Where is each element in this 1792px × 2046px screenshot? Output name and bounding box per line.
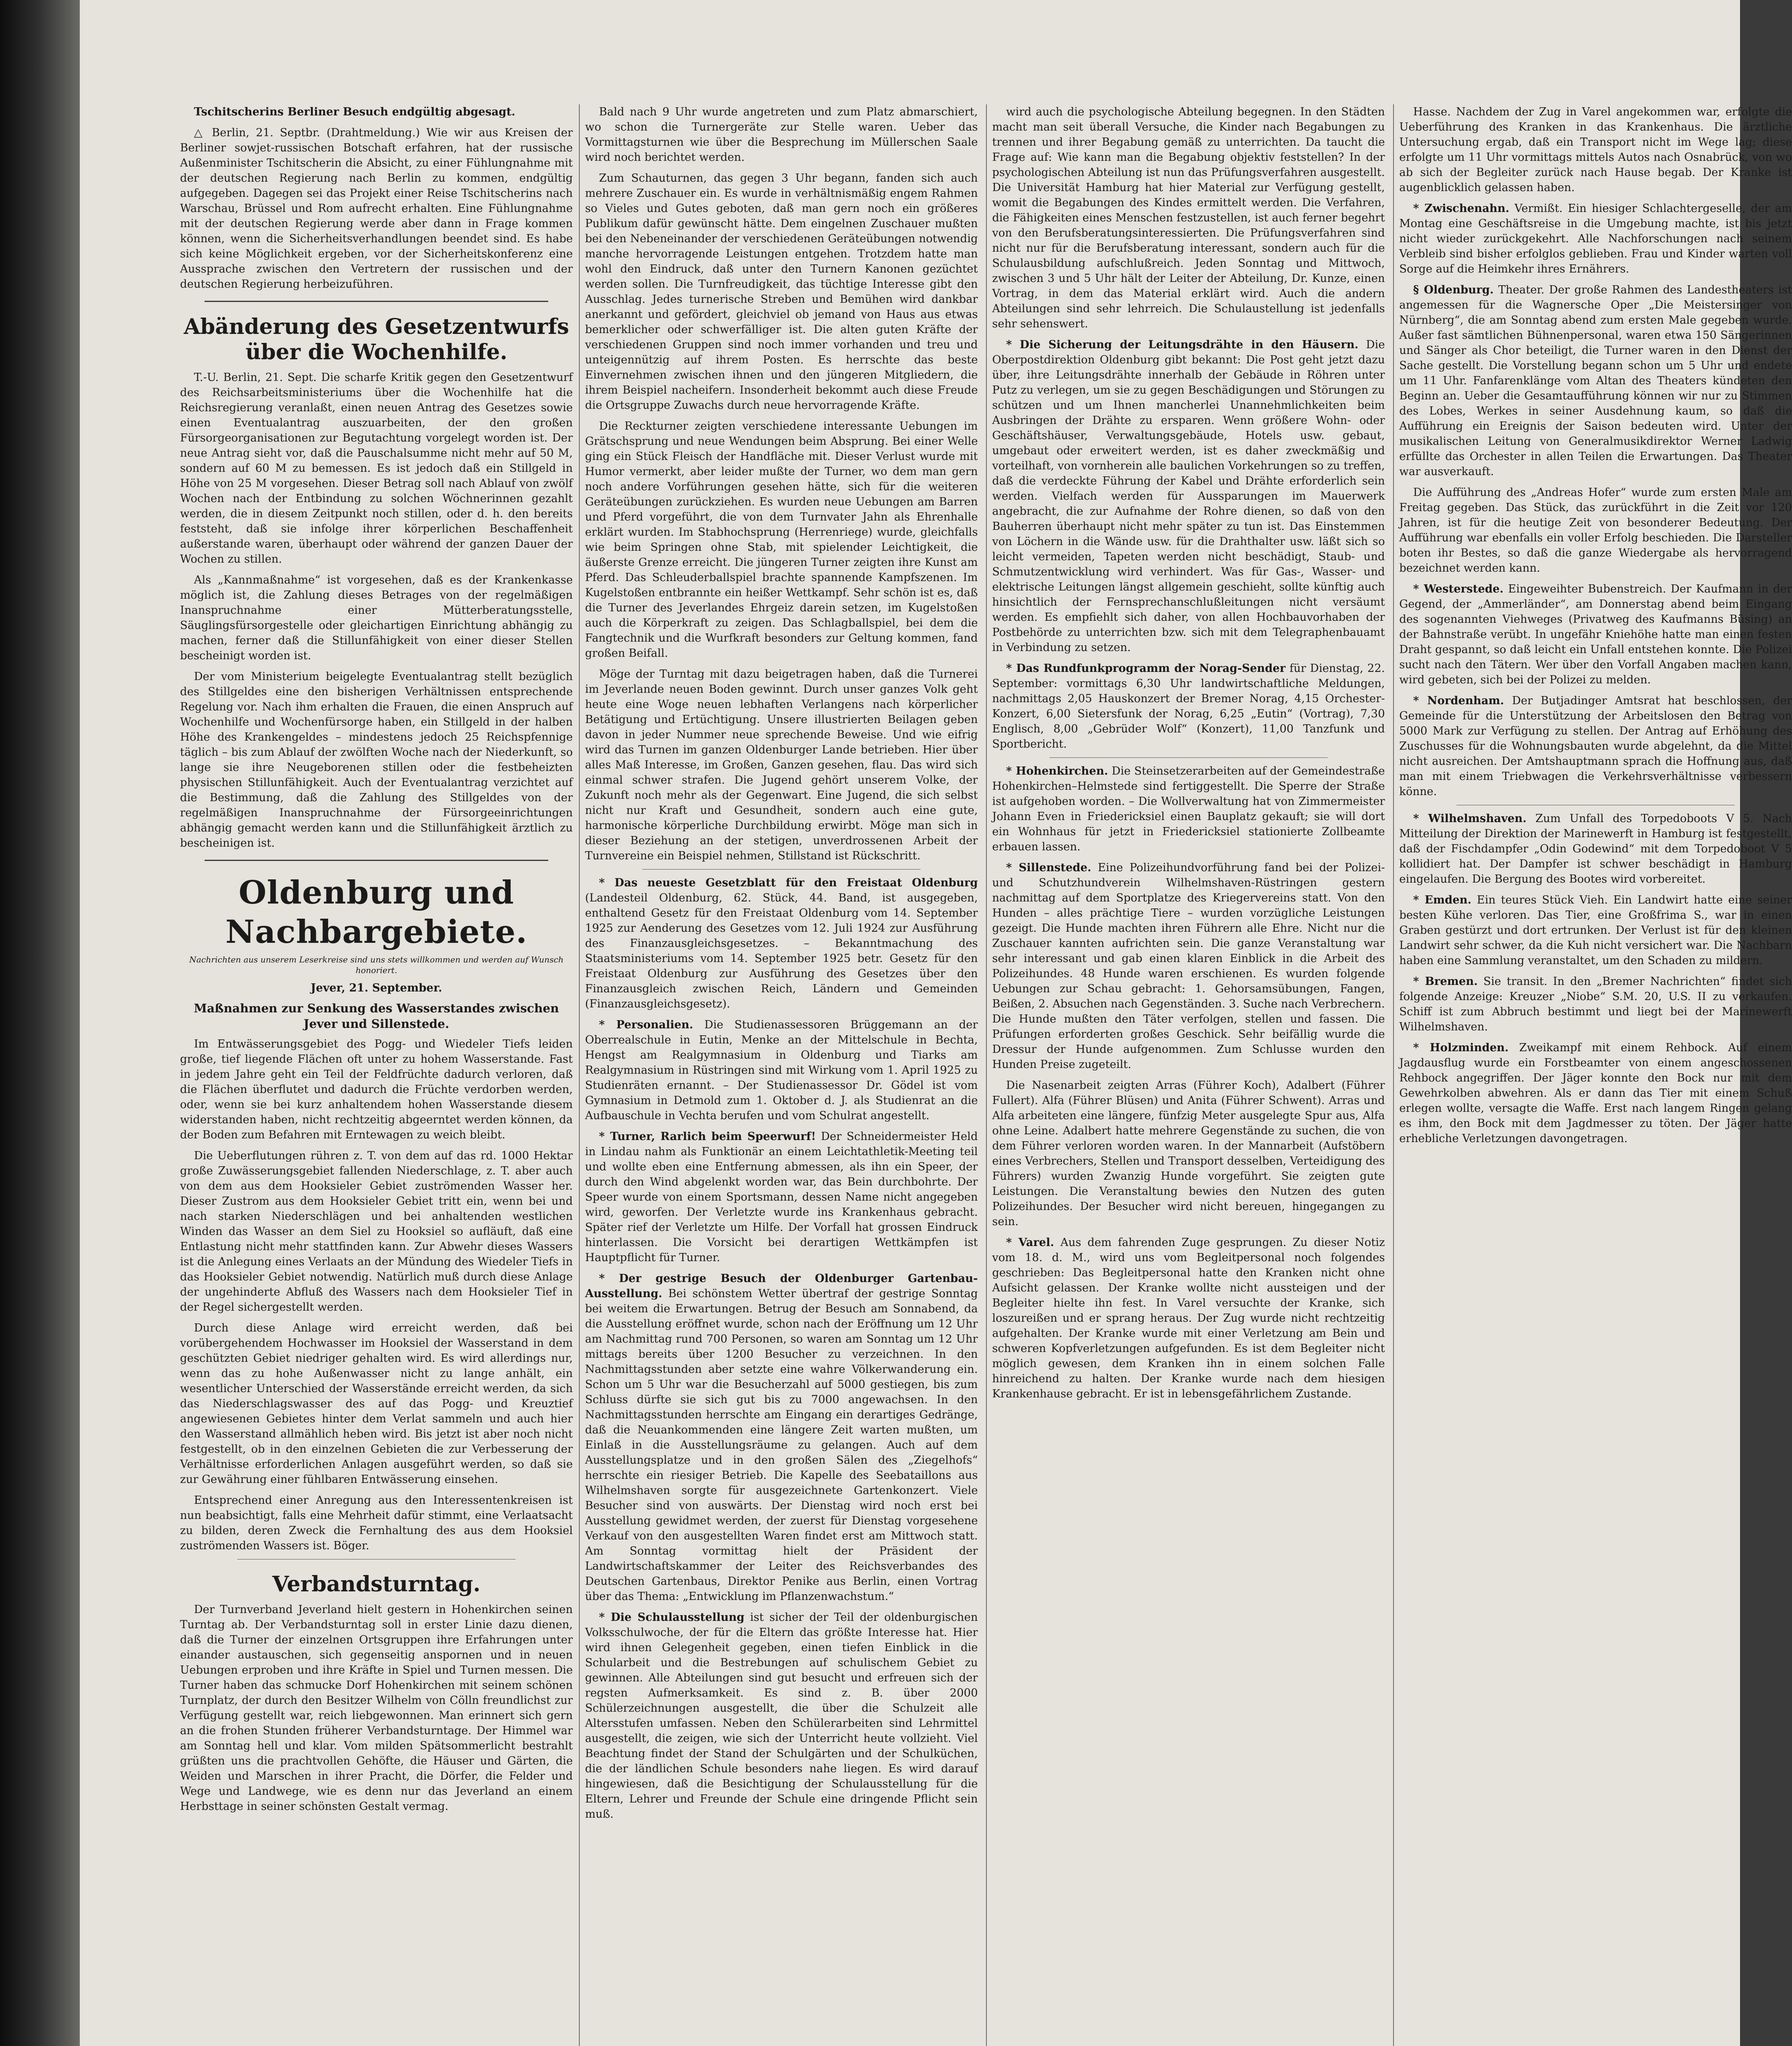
news-item [585, 875, 978, 1012]
news-item-heading: * Westerstede. [1413, 583, 1504, 595]
news-item-heading: * Das neueste Gesetzblatt für den Freistaat Oldenburg [599, 877, 978, 889]
column-3 [992, 104, 1385, 2046]
news-item-heading: * Wilhelmshaven. [1413, 812, 1526, 825]
article-paragraph: Hasse. Nachdem der Zug in Varel angekommen war, erfolgte die Ueberführung des Kranken in das Krankenhaus. Die ärztliche Untersuchung ergab, daß ein Transport nicht im Wege lag; diese erfolgte um 11 Uhr vormittags mittels Autos nach Osnabrück, von wo ab sich der Begleiter zurück nach Hause begab. Der Kranke ist augenblicklich gelassen haben. [1399, 106, 1792, 194]
news-item-heading: * Der gestrige Besuch der Oldenburger Gartenbau-Ausstellung. [585, 1272, 978, 1300]
column-1 [180, 104, 573, 2046]
article-kicker: Tschitscherins Berliner Besuch endgültig abgesagt. [194, 106, 516, 118]
news-item-heading: * Das Rundfunkprogramm der Norag-Sender [1006, 662, 1286, 675]
news-item-heading: * Varel. [1006, 1236, 1054, 1249]
news-item-heading: * Emden. [1413, 894, 1472, 906]
news-item [585, 1129, 978, 1265]
news-item [992, 764, 1385, 854]
news-item [585, 1017, 978, 1123]
news-item-text: Sie transit. In den „Bremer Nachrichten“ findet sich folgende Anzeige: Kreuzer „Niobe“ S.M. 20, U.S. II zu verkaufen. Schiff ist zum Abbruch bestimmt und liegt bei der Marinewerft Wilhelmshaven. [1399, 975, 1792, 1033]
section-subtitle: Nachrichten aus unserem Leserkreise sind uns stets willkommen und werden auf Wunsch honoriert. [189, 955, 564, 975]
news-item-heading: * Nordenham. [1413, 694, 1504, 707]
news-item-text: Aus dem fahrenden Zuge gesprungen. Zu dieser Notiz vom 18. d. M., wird uns vom Begleitpersonal noch folgendes geschrieben: Das Begleitpersonal hatte den Kranken nicht ohne Aufsicht gelassen. Der Kranke wollte nicht aussteigen und der Begleiter hielte ihn fest. In Varel versuchte der Kranke, sich loszureißen und er sprang heraus. Der Zug wurde nicht rechtzeitig aufgehalten. Der Kranke wurde mit einer Verletzung am Bein und schweren Kopfverletzungen aufgefunden. Es ist dem Begleiter nicht möglich gewesen, dem Kranken ihn in einem solchen Falle hinreichend zu halten. Der Kranke wurde nach dem hiesigen Krankenhause gebracht. Er ist in lebensgefährlichem Zustande. [992, 1236, 1385, 1400]
article-paragraph: Die Aufführung des „Andreas Hofer“ wurde zum ersten Male am Freitag gegeben. Das Stück, das zurückführt in die Zeit vor 120 Jahren, ist für die heutige Zeit von besonderer Bedeutung. Der Aufführung war ebenfalls ein voller Erfolg beschieden. Die Darsteller boten ihr Bestes, so daß die ganze Wiedergabe als hervorragend bezeichnet werden kann. [1399, 486, 1792, 575]
article-paragraph: wird auch die psychologische Abteilung begegnen. In den Städten macht man seit überall Versuche, die Kinder nach Begabungen zu trennen und ihrer Begabung gemäß zu unterrichten. Da taucht die Frage auf: Wie kann man die Begabung objektiv feststellen? In der psychologischen Abteilung ist nun das Prüfungsverfahren ausgestellt. Die Universität Hamburg hat hier Material zur Verfügung gestellt, womit die Begabungen des Kindes ermittelt werden. Die Verfahren, die Fähigkeiten eines Menschen festzustellen, ist auch ferner begehrt von den Berufsberatungsinteressierten. Die Prüfungsverfahren sind nicht nur für die Berufsberatung interessant, sondern auch für die Schulausbildung aufschlußreich. Jeden Sonntag und Mittwoch, zwischen 3 und 5 Uhr hält der Leiter der Abteilung, Dr. Kunze, einen Vortrag, in dem das Material erklärt wird. Auch die andern Abteilungen sind sehr lehrreich. Die Schulaustellung ist jedenfalls sehr sehenswert. [992, 106, 1385, 330]
news-item-text: (Landesteil Oldenburg, 62. Stück, 44. Band, ist ausgegeben, enthaltend Gesetz für den Freistaat Oldenburg vom 14. September 1925 zur Aenderung des Gesetzes vom 12. Juli 1924 zur Ausführung des Finanzausgleichsgesetzes. – Bekanntmachung des Staatsministeriums vom 14. September 1925 betr. Gesetz für den Freistaat Oldenburg zur Ausführung des Gesetzes über den Finanzausgleich zwischen Reich, Ländern und Gemeinden (Finanzausgleichsgesetz). [585, 892, 978, 1010]
news-item [1399, 974, 1792, 1034]
article-paragraph: Bald nach 9 Uhr wurde angetreten und zum Platz abmarschiert, wo schon die Turnergeräte zur Stelle waren. Ueber das Vormittagsturnen wie über die Besprechung im Müllerschen Saale wird noch berichtet werden. [585, 106, 978, 164]
dateline: Jever, 21. September. [311, 982, 442, 994]
article-paragraph: Entsprechend einer Anregung aus den Interessentenkreisen ist nun beabsichtigt, falls eine Mehrheit dafür stimmt, eine Verlaatsacht zu bilden, deren Zweck die Fernhaltung des aus dem Hooksiel zuströmenden Wassers ist. Böger. [180, 1494, 573, 1552]
news-item-heading: § Oldenburg. [1413, 284, 1494, 296]
news-item-heading: * Personalien. [599, 1018, 693, 1031]
section-divider [205, 860, 548, 861]
news-item-heading: * Zwischenahn. [1413, 202, 1510, 215]
news-item-text: für Dienstag, 22. September: vormittags 6,30 Uhr landwirtschaftliche Meldungen, nachmittags 2,05 Hauskonzert der Bremer Norag, 4,15 Orchester-Konzert, 6,00 Sietersfunk der Norag, 6,25 „Eutin“ (Vortrag), 7,30 Englisch, 8,00 „Gebrüder Wolf“ (Konzert), 11,00 Tanzfunk und Sportbericht. [992, 662, 1385, 750]
news-item-text: Die Oberpostdirektion Oldenburg gibt bekannt: Die Post geht jetzt dazu über, ihre Leitungsdrähte innerhalb der Gebäude in Röhren unter Putz zu verlegen, um sie zu gegen Beschädigungen und Störungen zu schützen und um Ihnen mancherlei Unannehmlichkeiten beim Ausbringen der Drähte zu ersparen. Wenn größere Wohn- oder Geschäftshäuser, Verwaltungsgebäude, Hotels usw. gebaut, umgebaut oder erweitert werden, ist es daher zweckmäßig und vorteilhaft, von vornherein alle baulichen Vorkehrungen so zu treffen, daß die verdeckte Führung der Kabel und Drähte erforderlich sein werden. Vielfach werden für Aussparungen im Mauerwerk angebracht, die zur Aufnahme der Rohre dienen, so daß von den Bauherren überhaupt nicht mehr später zu tun ist. Das Einstemmen von Löchern in die Wände usw. für die Drahthalter usw. läßt sich so leicht vermeiden, Tapeten werden nicht beschädigt, Staub- und Schmutzentwicklung wird verhindert. Was für Gas-, Wasser- und elektrische Leitungen längst allgemein geschieht, sollte künftig auch hinsichtlich der Fernsprechanschlußleitungen nicht versäumt werden. Es empfiehlt sich daher, von allen Hochbauvorhaben der Postbehörde zu unterrichten bzw. sich mit dem Telegraphenbauamt in Verbindung zu setzen. [992, 338, 1385, 654]
column-rule [1393, 104, 1394, 2046]
article-divider [1049, 757, 1328, 758]
article-paragraph: Der vom Ministerium beigelegte Eventualantrag stellt bezüglich des Stillgeldes eine den bisherigen Verhältnissen entsprechende Regelung vor. Nach ihm erhalten die Frauen, die einen Anspruch auf Wochenhilfe und Wochenfürsorge haben, ein Stillgeld in der halben Höhe des Krankengeldes – mindestens jedoch 25 Reichspfennige täglich – bis zum Ablauf der zwölften Woche nach der Niederkunft, so lange sie ihre Neugeborenen stillen oder die festbeheizten physischen Stillunfähigkeit. Auch der Eventualantrag verzichtet auf die Bestimmung, daß die Zahlung des Stillgeldes von der regelmäßigen Inanspruchnahme der Fürsorgeeinrichtungen abhängig gemacht werden kann und die Stillunfähigkeit ärztlich zu bescheinigen ist. [180, 670, 573, 849]
news-item-text: Vermißt. Ein hiesiger Schlachtergeselle, der am Montag eine Geschäftsreise in die Umgebung machte, ist bis jetzt nicht wieder zurückgekehrt. Alle Nachforschungen nach seinem Verbleib sind bisher erfolglos geblieben. Frau und Kinder warten voll Sorge auf die Heimkehr ihres Ernährers. [1399, 202, 1792, 275]
news-item-text: ist sicher der Teil der oldenburgischen Volksschulwoche, der für die Eltern das größte Interesse hat. Hier wird ihnen Gelegenheit gegeben, einen tiefen Einblick in die Schularbeit und die Bestrebungen auf schulischem Gebiet zu gewinnen. Alle Abteilungen sind gut besucht und erfreuen sich der regsten Aufmerksamkeit. Es sind z. B. über 2000 Schülerzeichnungen ausgestellt, die über die Schulzeit alle Altersstufen umfassen. Neben den Schülerarbeiten sind Lehrmittel ausgestellt, die zeigen, wie sich der Unterricht heute vollzieht. Viel Beachtung findet der Stand der Schulgärten und der Schulküchen, die der ländlichen Schule besonders nahe liegen. Es wird darauf hingewiesen, daß die Besichtigung der Schulausstellung für die Eltern, Lehrer und Freunde der Schule eine dringende Pflicht sein muß. [585, 1611, 978, 1821]
column-4 [1399, 104, 1792, 2046]
news-item [1399, 282, 1792, 479]
news-item-text: Die Steinsetzerarbeiten auf der Gemeindestraße Hohenkirchen–Helmstede sind fertiggestellt. Die Sperre der Straße ist aufgehoben worden. – Die Wollverwaltung hat von Zimmermeister Johann Even in Friedericksiel einen Bauplatz gekauft; sie will dort ein Wohnhaus für jetzt in Friedericksiel stationierte Zollbeamte erbauen lassen. [992, 765, 1385, 853]
article-headline: Verbandsturntag. [272, 1572, 481, 1597]
article-divider [642, 869, 921, 870]
news-item [585, 1610, 978, 1822]
article-paragraph: Die Nasenarbeit zeigten Arras (Führer Koch), Adalbert (Führer Fullert). Alfa (Führer Blüsen) und Anita (Führer Schwent). Arras und Alfa arbeiteten eine längere, fünfzig Meter ausgelegte Spur aus, Alfa ohne Leine. Adalbert hatte mehrere Gegenstände zu suchen, die von dem Führer verloren worden waren. In der Mannarbeit (Aufstöbern eines Verbrechers, Stellen und Transport desselben, Verteidigung des Führers) wurden Zwanzig Hunde vorgeführt. Sie zeigten gute Leistungen. Die Veranstaltung bewies den Nutzen des guten Polizeihundes. Der Besucher wird nicht bereuen, hingegangen zu sein. [992, 1079, 1385, 1228]
article-paragraph: Als „Kannmaßnahme“ ist vorgesehen, daß es der Krankenkasse möglich ist, die Zahlung dieses Betrages von der regelmäßigen Inanspruchnahme einer Mütterberatungsstelle, Säuglingsfürsorgestelle oder gleichartigen Einrichtung abhängig zu machen, ferner daß die Stillunfähigkeit von einer dieser Stellen bescheinigt worden ist. [180, 574, 573, 662]
news-item-text: Ein teures Stück Vieh. Ein Landwirt hatte eine seiner besten Kühe verloren. Das Tier, eine Großfrima S., war in einen Graben gestürzt und dort ertrunken. Der Verlust ist für den kleinen Landwirt sehr schwer, da die Kuh nicht versichert war. Die Nachbarn haben eine Sammlung veranstaltet, um den Schaden zu mildern. [1399, 894, 1792, 967]
article-headline: Abänderung des Gesetzentwurfs über die Wochenhilfe. [184, 314, 569, 365]
news-item-heading: * Die Sicherung der Leitungsdrähte in den Häusern. [1006, 338, 1359, 351]
news-item [1399, 581, 1792, 687]
news-item-text: Zum Unfall des Torpedoboots V 5. Nach Mitteilung der Direktion der Marinewerft in Hamburg ist festgestellt, daß der Fischdampfer „Odin Godewind“ mit dem Torpedoboot V 5 kollidiert hat. Der Dampfer ist schwer beschädigt in Hamburg eingelaufen. Die Bergung des Bootes wird vorbereitet. [1399, 812, 1792, 886]
article-paragraph: Durch diese Anlage wird erreicht werden, daß bei vorübergehendem Hochwasser im Hooksiel der Wasserstand in dem geschützten Gebiet niedriger gehalten wird. Es wird allerdings nur, wenn das zu hohe Außenwasser nicht zu lange anhält, ein wesentlicher Unterschied der Wasserstände erreicht werden, da sich das Niederschlagswasser des auf das Pogg- und Kreuztief angewiesenen Gebietes hinter dem Verlat sammeln und auch hier den Wasserstand allmählich heben wird. Bis jetzt ist aber noch nicht festgestellt, ob in den einzelnen Gebieten die zur Verbesserung der Verhältnisse erforderlichen Anlagen ausgeführt werden, so daß sie zur Gewährung einer fühlbaren Entwässerung einsehen. [180, 1322, 573, 1486]
news-item [1399, 811, 1792, 887]
news-item-text: Eingeweihter Bubenstreich. Der Kaufmann in der Gegend, der „Ammerländer“, am Donnerstag abend beim Eingang des sogenannten Viehweges (Privatweg des Kaufmanns Büsing) an der Bahnstraße verübt. In ungefähr Kniehöhe hatte man einen festen Draht gespannt, so daß leicht ein Unfall entstehen konnte. Die Polizei sucht nach den Tätern. Wer über den Vorfall Angaben machen kann, wird gebeten, sich bei der Polizei zu melden. [1399, 583, 1792, 686]
news-item-text: Der Butjadinger Amtsrat hat beschlossen, der Gemeinde für die Unterstützung der Arbeitslosen den Betrag von 5000 Mark zur Verfügung zu stellen. Der Antrag auf Erhöhung des Zuschusses für die Wohnungsbauten wurde abgelehnt, da die Mittel nicht ausreichen. Der Amtshauptmann sprach die Hoffnung aus, daß man mit einem Triebwagen die Verkehrsverhältnisse verbessern könne. [1399, 694, 1792, 798]
column-rule [579, 104, 580, 2046]
news-item [1399, 892, 1792, 968]
article-paragraph: Die Reckturner zeigten verschiedene interessante Uebungen im Grätschsprung und neue Wendungen beim Absprung. Bei einer Welle ging ein Stück Fleisch der Handfläche mit. Dieser Verlust wurde mit Humor vermerkt, aber leider mußte der Turner, wo dem man gern noch andere Vorführungen gesehen hätte, sich für die weiteren Geräteübungen zurückziehen. Es wurden neue Uebungen am Barren und Pferd vorgeführt, die von dem Turnvater Jahn als Ehrenhalle erklärt wurden. Im Stabhochsprung (Herrenriege) wurde, gleichfalls wie beim Springen ohne Stab, mit spielender Leichtigkeit, die äußerste Grenze erreicht. Die jüngeren Turner zeigten ihre Kunst am Pferd. Das Schleuderballspiel brachte spannende Kampfszenen. Im Kugelstoßen entbrannte ein heißer Wettkampf. Sehr schön ist es, daß die Turner des Jeverlandes Ehrgeiz darein setzen, im Kugelstoßen auch die Körperkraft zu zeigen. Das Schlagballspiel, bei dem die Fangtechnik und die Wurfkraft besonders zur Geltung kommen, fand großen Beifall. [585, 420, 978, 660]
news-item-heading: * Die Schulausstellung [599, 1611, 745, 1624]
news-item [992, 1235, 1385, 1402]
article-paragraph: Zum Schauturnen, das gegen 3 Uhr begann, fanden sich auch mehrere Zuschauer ein. Es wurde in verhältnismäßig engem Rahmen so Vieles und Gutes geboten, daß man gern noch ein größeres Publikum dafür gewünscht hätte. Dem eingelnen Zuschauer mußten bei den Nebeneinander der verschiedenen Geräteübungen notwendig manche hervorragende Leistungen entgehen. Trotzdem hatte man wohl den Eindruck, daß unter den Turnern Kanonen gezüchtet werden sollen. Die Turnfreudigkeit, das tüchtige Interesse gibt den Ausschlag. Jedes turnerische Streben und Bemühen wird dankbar anerkannt und gefördert, gleichviel ob jemand von Haus aus etwas bemerklicher oder schwerfälliger ist. Die alten guten Kräfte der verschiedenen Gruppen sind noch immer vorhanden und treu und unteigennützig auf ihrem Posten. Es herrschte das beste Einvernehmen zwischen ihnen und den jüngeren Mitgliedern, die ihrem Beispiel nacheifern. Insonderheit bekommt auch diese Freude die Ortsgruppe Zuwachs durch neue hervorragende Kräfte. [585, 172, 978, 412]
article-paragraph: Die Ueberflutungen rühren z. T. von dem auf das rd. 1000 Hektar große Zuwässerungsgebiet fallenden Niederschlage, z. T. aber auch von dem aus dem Hooksieler Gebiet zuströmenden Wasser her. Dieser Zustrom aus dem Hooksieler Gebiet tritt ein, wenn bei und nach starken Niederschlägen und bei anhaltenden westlichen Winden das Wasser an dem Siel zu Hooksiel so aufläuft, daß eine Entlastung nicht mehr stattfinden kann. Zur Abwehr dieses Wassers ist die Anlegung eines Verlaats an der Mündung des Wiedeler Tiefs in das Hooksieler Gebiet notwendig. Natürlich muß durch diese Anlage der ungehinderte Abfluß des Wassers nach dem Hooksieler Tief in der Regel sichergestellt werden. [180, 1149, 573, 1314]
news-item-text: Theater. Der große Rahmen des Landestheaters ist angemessen für die Wagnersche Oper „Die Meistersinger von Nürnberg“, die am Sonntag abend zum ersten Male gegeben wurde. Außer fast sämtlichen Bühnenpersonal, waren etwa 150 Sängerinnen und Sänger als Chor beteiligt, die Turner waren in den Dienst der Sache gestellt. Die Vorstellung begann schon um 5 Uhr und endete um 11 Uhr. Fanfarenklänge vom Altan des Theaters kündeten den Beginn an. Ueber die Gesamtaufführung können wir nur zu Stimmen des Lobes, Werkes in seiner Ausdehnung kaum, so daß die Aufführung ein Ereignis der Saison bedeuten wird. Unter der musikalischen Leitung von Generalmusikdirektor Werner Ladwig erfüllte das Orchester in allen Teilen die Erwartungen. Das Theater war ausverkauft. [1399, 284, 1792, 478]
news-item [992, 860, 1385, 1072]
news-item [1399, 693, 1792, 799]
column-2 [585, 104, 978, 2046]
article-paragraph: Im Entwässerungsgebiet des Pogg- und Wiedeler Tiefs leiden große, tief liegende Flächen oft unter zu hohem Wasserstande. Fast in jedem Jahre geht ein Teil der Feldfrüchte dadurch verloren, daß die Flächen überflutet und dadurch die Früchte verdorben werden, oder, wenn sie bei kurz anhaltendem hohen Wasserstande diesem widerstanden haben, nicht rechtzeitig abgeerntet werden können, da der Boden zum Befahren mit Erntewagen zu weich bleibt. [180, 1038, 573, 1141]
newspaper-page [80, 0, 1792, 2046]
article-paragraph: △ Berlin, 21. Septbr. (Drahtmeldung.) Wie wir aus Kreisen der Berliner sowjet-russischen Botschaft erfahren, hat der russische Außenminister Tschitscherin die Absicht, zu einer Fühlungnahme mit der deutschen Regierung nach Berlin zu kommen, endgültig aufgegeben. Dagegen sei das Projekt einer Reise Tschitscherins nach Warschau, Brüssel und Rom aufrecht erhalten. Eine Fühlungnahme mit der deutschen Regierung werde aber dann in Frage kommen können, wenn die Sicherheitsverhandlungen beendet sind. Es habe sich keine Möglichkeit ergeben, vor der Sicherheitskonferenz eine Aussprache zwischen den Vertretern der russischen und der deutschen Regierung herbeizuführen. [180, 126, 573, 291]
article-subheading: Maßnahmen zur Senkung des Wasserstandes zwischen Jever und Sillenstede. [194, 1001, 559, 1031]
news-item-heading: * Sillenstede. [1006, 861, 1092, 874]
news-item-heading: * Bremen. [1413, 975, 1478, 988]
section-divider [205, 301, 548, 302]
news-item-heading: * Turner, Rarlich beim Speerwurf! [599, 1130, 816, 1143]
article-paragraph: T.-U. Berlin, 21. Sept. Die scharfe Kritik gegen den Gesetzentwurf des Reichsarbeitsministeriums über die Wochenhilfe hat die Reichsregierung veranlaßt, einen neuen Antrag des Gesetzes sowie einen Eventualantrag auszuarbeiten, der den großen Fürsorgeorganisationen zur Begutachtung vorgelegt worden ist. Der neue Antrag sieht vor, daß die Pauschalsumme nicht mehr auf 50 M, sondern auf 60 M zu bemessen. Es ist jedoch daß ein Stillgeld in Höhe von 25 M vorgesehen. Dieser Betrag soll nach Ablauf von zwölf Wochen nach der Entbindung zu solchen Wöchnerinnen gezahlt werden, die in diesem Zeitpunkt noch stillen, oder d. h. den bereits feststeht, daß sie infolge ihrer körperlichen Beschaffenheit außerstande waren, überhaupt oder während der ganzen Dauer der Wochen zu stillen. [180, 371, 573, 566]
article-paragraph: Der Turnverband Jeverland hielt gestern in Hohenkirchen seinen Turntag ab. Der Verbandsturntag soll in erster Linie dazu dienen, daß die Turner der einzelnen Ortsgruppen ihre Erfahrungen unter einander austauschen, sich gegenseitig anspornen und in neuen Uebungen erproben und ihre Kräfte in Spiel und Turnen messen. Die Turner haben das schmucke Dorf Hohenkirchen mit seinem schönen Turnplatz, der durch den Besitzer Wilhelm von Cölln freundlichst zur Verfügung gestellt war, reich liebgewonnen. Man erinnert sich gern an die frohen Stunden früherer Verbandsturntage. Der Himmel war am Sonntag hell und klar. Vom milden Spätsommerlicht bestrahlt grüßten uns die prachtvollen Gehöfte, die Häuser und Gärten, die Weiden und Marschen in ihrer Pracht, die Dörfer, die Felder und Wege und Landwege, wie es denn nur das Jeverland an einem Herbsttage in seiner schönsten Gestalt vermag. [180, 1603, 573, 1813]
news-item-text: Bei schönstem Wetter übertraf der gestrige Sonntag bei weitem die Erwartungen. Betrug der Besuch am Sonnabend, da die Ausstellung eröffnet wurde, schon nach der Eröffnung um 12 Uhr am Nachmittag rund 700 Personen, so waren am Sonntag um 12 Uhr mittags bereits über 1200 Besucher zu verzeichnen. In den Nachmittagsstunden aber setzte eine wahre Völkerwanderung ein. Schon um 5 Uhr war die Besucherzahl auf 5000 gestiegen, bis zum Schluss dürfte sie sich gut bis zu 7000 angewachsen. In den Nachmittagsstunden herrschte am Eingang ein derartiges Gedränge, daß die Neuankommenden eine längere Zeit warten mußten, um Einlaß in die Ausstellungsräume zu gelangen. Auch auf dem Ausstellungsplatze und in den großen Sälen des „Ziegelhofs“ herrschte ein riesiger Betrieb. Die Kapelle des Seebataillons aus Wilhelmshaven sorgte für ausgezeichnete Gartenkonzert. Viele Besucher sind von auswärts. Der Dienstag wird noch erst bei Ausstellung gewidmet werden, der zuerst für Dienstag vorgesehene Verkauf von den ausgestellten Waren findet erst am Mittwoch statt. Am Sonntag vormittag hielt der Präsident der Landwirtschaftskammer der Leiter des Reichsverbandes des Deutschen Gartenbaus, Direktor Penike aus Berlin, einen Vortrag über das Thema: „Entwicklung im Pflanzenwachstum.“ [585, 1287, 978, 1603]
news-item [585, 1271, 978, 1604]
news-item-text: Der Schneidermeister Held in Lindau nahm als Funktionär an einem Leichtathletik-Meeting teil und wollte eben eine Entfernung abmessen, als ihn ein Speer, der durch den Wind abgelenkt worden war, das Bein durchbohrte. Der Speer wurde von einem Sportsmann, dessen Name nicht angegeben wird, geworfen. Der Verletzte wurde ins Krankenhaus gebracht. Später rief der Verletzte um Hilfe. Der Vorfall hat grossen Eindruck hinterlassen. Die Vorsicht bei derartigen Wettkämpfen ist Hauptpflicht für Turner. [585, 1130, 978, 1264]
news-item-heading: * Holzminden. [1413, 1041, 1509, 1054]
section-heading: Oldenburg und Nachbargebiete. [225, 874, 527, 951]
news-item-text: Zweikampf mit einem Rehbock. Auf einem Jagdausflug wurde ein Forstbeamter von einem angeschossenen Rehbock angegriffen. Der Jäger konnte den Bock nur mit dem Gewehrkolben abwehren. Als er dann das Tier mit einem Schuß erlegen wollte, versagte die Waffe. Erst nach langem Ringen gelang es ihm, den Bock mit dem Jagdmesser zu töten. Der Jäger hatte erhebliche Verletzungen davongetragen. [1399, 1041, 1792, 1145]
news-item [1399, 201, 1792, 277]
news-item-text: Eine Polizeihundvorführung fand bei der Polizei- und Schutzhundverein Wilhelmshaven-Rüstringen gestern nachmittag auf dem Sportplatze des Kriegervereins statt. Von den Hunden – alles prächtige Tiere – wurden vorzügliche Leistungen gezeigt. Die Hunde machten ihren Führern alle Ehre. Nicht nur die Zuschauer kannten aufrichten sein. Die ganze Veranstaltung war sehr interessant und gab einen klaren Einblick in die Arbeit des Polizeihundes. 48 Hunde waren erschienen. Es wurden folgende Uebungen zur Schau gebracht: 1. Gehorsamsübungen, Fangen, Beißen, 2. Absuchen nach Gegenständen. 3. Suche nach Verbrechern. Die Hunde mußten den Täter verfolgen, stellen und fassen. Die Prüfungen erforderten großes Geschick. Sehr beifällig wurde die Dressur der Hunde aufgenommen. Zum Schlusse wurden den Hunden Preise zugeteilt. [992, 861, 1385, 1071]
news-item [992, 337, 1385, 655]
column-rule [986, 104, 987, 2046]
article-paragraph: Möge der Turntag mit dazu beigetragen haben, daß die Turnerei im Jeverlande neuen Boden gewinnt. Durch unser ganzes Volk geht heute eine Woge neuen lebhaften Verlangens nach körperlicher Betätigung und Ertüchtigung. Unsere illustrierten Beilagen geben davon in jeder Nummer neue sprechende Beweise. Und wie eifrig wird das Turnen im ganzen Oldenburger Lande betrieben. Hier über alles Maß Interesse, im Großen, Ganzen gesehen, flau. Das wird sich einmal schwer strafen. Die Jugend gehört unserem Volke, der Zukunft noch mehr als der Gegenwart. Eine Jugend, die sich selbst nicht nur Kraft und Gesundheit, sondern auch eine gute, harmonische körperliche Durchbildung erwirbt. Möge man sich in dieser Beziehung an der stetigen, unverdrossenen Arbeit der Turnvereine ein Beispiel nehmen, Stillstand ist Rückschritt. [585, 668, 978, 862]
news-item-text: Die Studienassessoren Brüggemann an der Oberrealschule in Eutin, Menke an der Mittelschule in Bechta, Hengst am Realgymnasium in Oldenburg und Tiarks am Realgymnasium in Rüstringen sind mit Wirkung vom 1. April 1925 zu Studienräten ernannt. – Der Studienassessor Dr. Gödel ist vom Gymnasium in Detmold zum 1. Oktober d. J. als Studienrat an die Aufbauschule in Vechta berufen und vom Schulrat angestellt. [585, 1018, 978, 1122]
news-item [1399, 1040, 1792, 1146]
news-item [992, 661, 1385, 752]
news-item-heading: * Hohenkirchen. [1006, 765, 1108, 777]
scan-edge [0, 0, 80, 2046]
